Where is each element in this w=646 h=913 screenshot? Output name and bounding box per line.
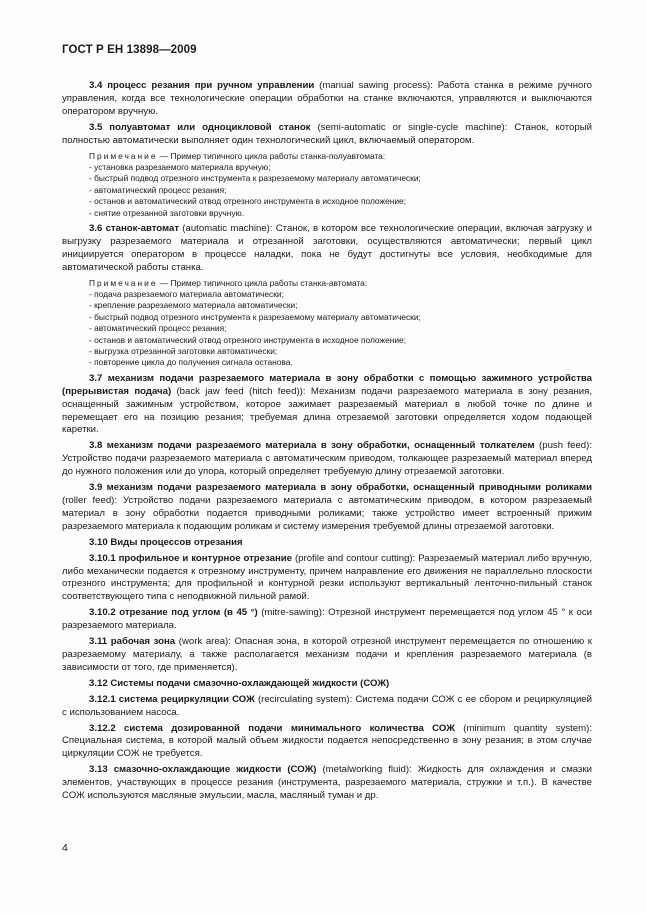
definition-text: (recirculating system): Система подачи СОЖ с ее сбором и рециркуляцией с использованием насоса.	[62, 693, 592, 718]
note-list	[89, 289, 592, 369]
note-label: Примечание	[89, 150, 158, 161]
list-item: - автоматический процесс резания;	[89, 323, 592, 334]
definition-text: (metalworking fluid): Жидкость для охлаждения и смазки элементов, участвующих в процессе резания (инструмента, разрезаемого материала, стружки и т.п.). В качестве СОЖ используются масляные эмульсии, масла, масляный туман и др.	[62, 764, 592, 802]
term: 3.12.2 система дозированной подачи минимального количества СОЖ	[89, 722, 455, 734]
definition-text: (manual sawing process): Работа станка в режиме ручного управления, когда все технологические операции обработки на станке включаются, управляются и выключаются оператором вручную.	[62, 80, 592, 117]
section-heading-3-12	[62, 678, 592, 691]
list-item: - повторение цикла до получения сигнала останова.	[89, 357, 592, 368]
term: 3.12 Системы подачи смазочно-охлаждающей жидкости (СОЖ)	[89, 677, 390, 689]
list-item: - останов и автоматический отвод отрезного инструмента в исходное положение;	[89, 196, 592, 207]
note-title	[89, 278, 592, 289]
definition-3-10-1	[62, 553, 592, 605]
definition-3-12-1	[62, 694, 592, 720]
definition-3-6	[62, 223, 592, 275]
note-title	[89, 151, 592, 162]
definition-text: (work area): Опасная зона, в которой отрезной инструмент перемещается по отношению к разрезаемому материалу, а также располагается механизм подачи и крепления разрезаемого материала (в зависимости от того, где применяется).	[62, 636, 592, 673]
definition-3-8	[62, 440, 592, 479]
definition-3-9	[62, 482, 592, 534]
section-heading-3-10	[62, 537, 592, 550]
list-item: - останов и автоматический отвод отрезного инструмента в исходное положение;	[89, 335, 592, 346]
definition-3-10-2	[62, 607, 592, 633]
definition-text: (semi-automatic or single-cycle machine): Станок, который полностью автоматически выполняет один технологический цикл, включаемый оператором.	[62, 121, 592, 146]
note-semi-automatic-cycle	[62, 151, 592, 219]
term: 3.8 механизм подачи разрезаемого материала в зону обработки, оснащенный толкателем	[89, 440, 535, 452]
definition-3-5	[62, 122, 592, 148]
definition-3-4	[62, 80, 592, 119]
document-header: ГОСТ Р ЕН 13898—2009	[62, 44, 197, 56]
definition-text: (automatic machine): Станок, в котором все технологические операции, включая загрузку и выгрузку разрезаемого материала и отрезанной заготовки, осуществляются автоматически; первый цикл инициируется оператором в процессе наладки, пока не будут достигнуты все условия, необходимые для автоматической работы станка.	[62, 222, 592, 273]
note-automatic-cycle	[62, 278, 592, 369]
list-item: - выгрузка отрезанной заготовки автоматически;	[89, 346, 592, 357]
definition-text: (profile and contour cutting): Разрезаемый материал либо вручную, либо механически подается к отрезному инструменту, причем направление его движения не параллельно плоскости отрезного инструмента; для профильной и контурной резки используют вертикальный ленточно-пильный станок соответствующего типа с неподвижной пильной рамой.	[62, 552, 592, 603]
definition-3-12-2	[62, 723, 592, 762]
term: 3.4 процесс резания при ручном управлении	[89, 80, 315, 91]
term: 3.10.2 отрезание под углом (в 45 °)	[89, 607, 258, 619]
list-item: - быстрый подвод отрезного инструмента к разрезаемому материалу автоматически;	[89, 312, 592, 323]
note-caption: — Пример типичного цикла работы станка-полуавтомата:	[157, 150, 386, 161]
definition-3-13	[62, 764, 592, 803]
term: 3.12.1 система рециркуляции СОЖ	[89, 693, 255, 705]
term: 3.10 Виды процессов отрезания	[89, 536, 243, 548]
note-caption: — Пример типичного цикла работы станка-автомата:	[157, 277, 368, 288]
page-number: 4	[62, 842, 68, 854]
note-list	[89, 162, 592, 219]
list-item: - автоматический процесс резания;	[89, 185, 592, 196]
term: 3.6 станок-автомат	[89, 222, 180, 234]
definition-3-11	[62, 636, 592, 675]
definition-text: (roller feed): Устройство подачи разрезаемого материала с автоматическим приводом, в котором разрезаемый материал в зону обработки подается приводными роликами; также устройство имеет встроенный прижим разрезаемого материала к подающим роликам и систему измерения требуемой длины отрезаемой заготовки.	[62, 495, 592, 532]
term: 3.11 рабочая зона	[89, 636, 176, 648]
definition-text: (minimum quantity system): Специальная система, в которой малый объем жидкости подается непосредственно в зону резания; в этом случае циркуляции СОЖ не требуется.	[62, 722, 592, 760]
document-body	[62, 80, 592, 806]
term: 3.5 полуавтомат или одноцикловой станок	[89, 121, 311, 133]
term: 3.9 механизм подачи разрезаемого материала в зону обработки, оснащенный приводными роликами	[89, 482, 592, 494]
term: 3.13 смазочно-охлаждающие жидкости (СОЖ)	[89, 764, 317, 776]
list-item: - быстрый подвод отрезного инструмента к разрезаемому материалу автоматически;	[89, 173, 592, 184]
list-item: - подача разрезаемого материала автоматически;	[89, 289, 592, 300]
list-item: - установка разрезаемого материала вручную;	[89, 162, 592, 173]
definition-text: (mitre-sawing): Отрезной инструмент перемещается под углом 45 ° к оси разрезаемого материала.	[62, 607, 592, 632]
term: 3.7 механизм подачи разрезаемого материала в зону обработки с помощью зажимного устройства (прерывистая подача)	[62, 372, 592, 397]
note-label: Примечание	[89, 277, 158, 288]
term: 3.10.1 профильное и контурное отрезание	[89, 552, 293, 564]
list-item: - снятие отрезанной заготовки вручную.	[89, 208, 592, 219]
definition-text: (push feed): Устройство подачи разрезаемого материала с автоматическим приводом, толкающее разрезаемый материал вперед до нужного положения или до упора, который определяет требуемую длину отрезаемой заготовки.	[62, 440, 592, 478]
definition-text: (back jaw feed (hitch feed)): Механизм подачи разрезаемого материала в зону резания, оснащенный зажимным устройством, которое зажимает разрезаемый материал в любой точке по длине и перемещает его на позицию резания; требуемая длина отрезаемой заготовки определяется ходом подающей каретки.	[62, 385, 593, 436]
list-item: - крепление разрезаемого материала автоматически;	[89, 300, 592, 311]
definition-3-7	[62, 373, 592, 438]
